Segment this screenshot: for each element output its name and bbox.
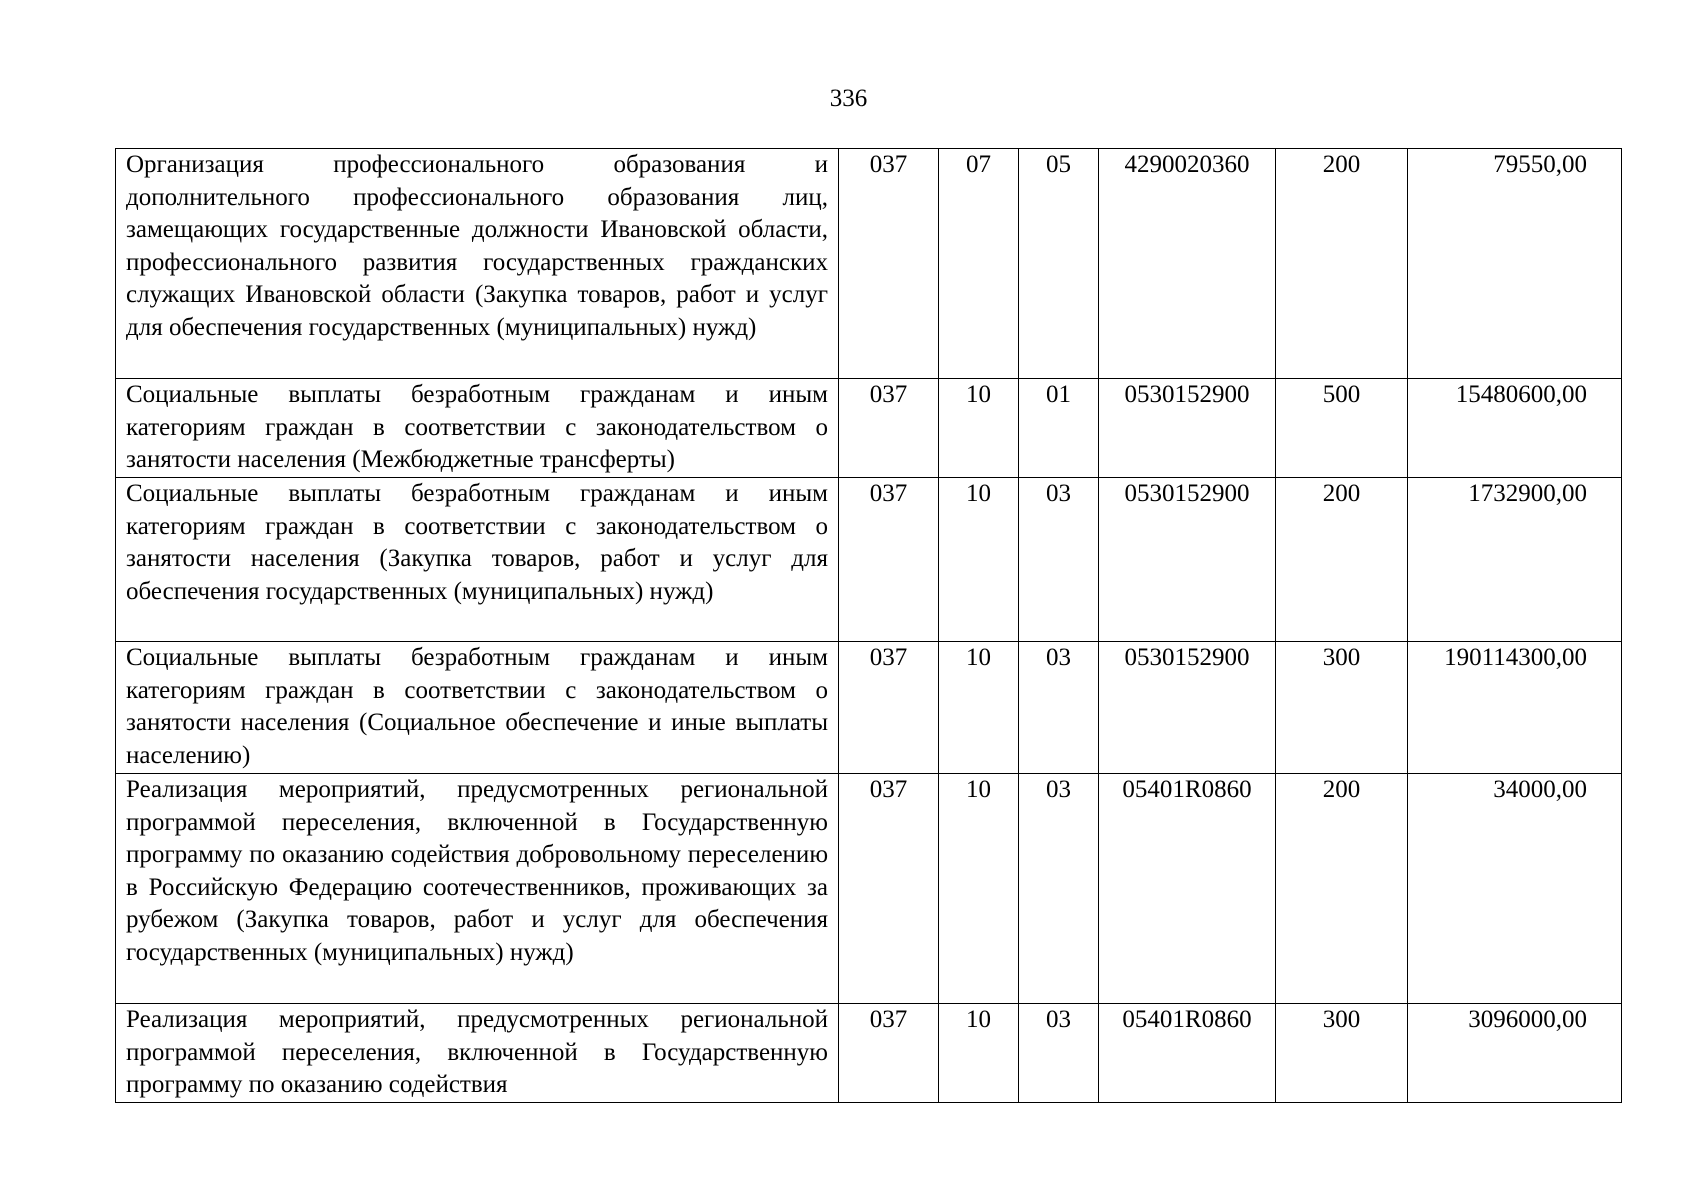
- expense-description: Социальные выплаты безработным гражданам и иным категориям граждан в соответствии с законодательством о занятости населения (Межбюджетные трансферты): [116, 379, 839, 478]
- budget-table: [115, 148, 1622, 1103]
- amount-value: 3096000,00: [1408, 1004, 1622, 1103]
- section-code: 10: [939, 642, 1019, 774]
- target-article-code: 0530152900: [1099, 379, 1276, 478]
- table-row: [116, 642, 1622, 774]
- table-row: [116, 774, 1622, 1004]
- ministry-code: 037: [839, 642, 939, 774]
- amount-value: 34000,00: [1408, 774, 1622, 1004]
- expense-type-code: 200: [1276, 774, 1408, 1004]
- ministry-code: 037: [839, 379, 939, 478]
- page-number: 336: [829, 85, 868, 112]
- expense-type-code: 200: [1276, 478, 1408, 642]
- expense-type-code: 300: [1276, 642, 1408, 774]
- section-code: 07: [939, 149, 1019, 379]
- subsection-code: 01: [1019, 379, 1099, 478]
- expense-type-code: 300: [1276, 1004, 1408, 1103]
- ministry-code: 037: [839, 149, 939, 379]
- subsection-code: 03: [1019, 642, 1099, 774]
- table-row: [116, 379, 1622, 478]
- ministry-code: 037: [839, 1004, 939, 1103]
- amount-value: 15480600,00: [1408, 379, 1622, 478]
- target-article-code: 05401R0860: [1099, 774, 1276, 1004]
- section-code: 10: [939, 478, 1019, 642]
- expense-description: Социальные выплаты безработным гражданам и иным категориям граждан в соответствии с законодательством о занятости населения (Закупка товаров, работ и услуг для обеспечения государственных (муниципальных) нужд): [116, 478, 839, 642]
- subsection-code: 03: [1019, 1004, 1099, 1103]
- section-code: 10: [939, 379, 1019, 478]
- subsection-code: 03: [1019, 774, 1099, 1004]
- expense-description: Реализация мероприятий, предусмотренных региональной программой переселения, включенной в Государственную программу по оказанию содействия: [116, 1004, 839, 1103]
- amount-value: 190114300,00: [1408, 642, 1622, 774]
- ministry-code: 037: [839, 774, 939, 1004]
- section-code: 10: [939, 774, 1019, 1004]
- target-article-code: 05401R0860: [1099, 1004, 1276, 1103]
- subsection-code: 05: [1019, 149, 1099, 379]
- expense-type-code: 200: [1276, 149, 1408, 379]
- expense-description: Реализация мероприятий, предусмотренных региональной программой переселения, включенной в Государственную программу по оказанию содействия добровольному переселению в Российскую Федерацию соотечественников, проживающих за рубежом (Закупка товаров, работ и услуг для обеспечения государственных (муниципальных) нужд): [116, 774, 839, 1004]
- table-row: [116, 478, 1622, 642]
- section-code: 10: [939, 1004, 1019, 1103]
- expense-description: Социальные выплаты безработным гражданам и иным категориям граждан в соответствии с законодательством о занятости населения (Социальное обеспечение и иные выплаты населению): [116, 642, 839, 774]
- table-row: [116, 149, 1622, 379]
- target-article-code: 4290020360: [1099, 149, 1276, 379]
- subsection-code: 03: [1019, 478, 1099, 642]
- amount-value: 1732900,00: [1408, 478, 1622, 642]
- expense-description: Организация профессионального образования и дополнительного профессионального образования лиц, замещающих государственные должности Ивановской области, профессионального развития государственных гражданских служащих Ивановской области (Закупка товаров, работ и услуг для обеспечения государственных (муниципальных) нужд): [116, 149, 839, 379]
- ministry-code: 037: [839, 478, 939, 642]
- expense-type-code: 500: [1276, 379, 1408, 478]
- target-article-code: 0530152900: [1099, 642, 1276, 774]
- table-row: [116, 1004, 1622, 1103]
- budget-table-body: [116, 149, 1622, 1103]
- target-article-code: 0530152900: [1099, 478, 1276, 642]
- amount-value: 79550,00: [1408, 149, 1622, 379]
